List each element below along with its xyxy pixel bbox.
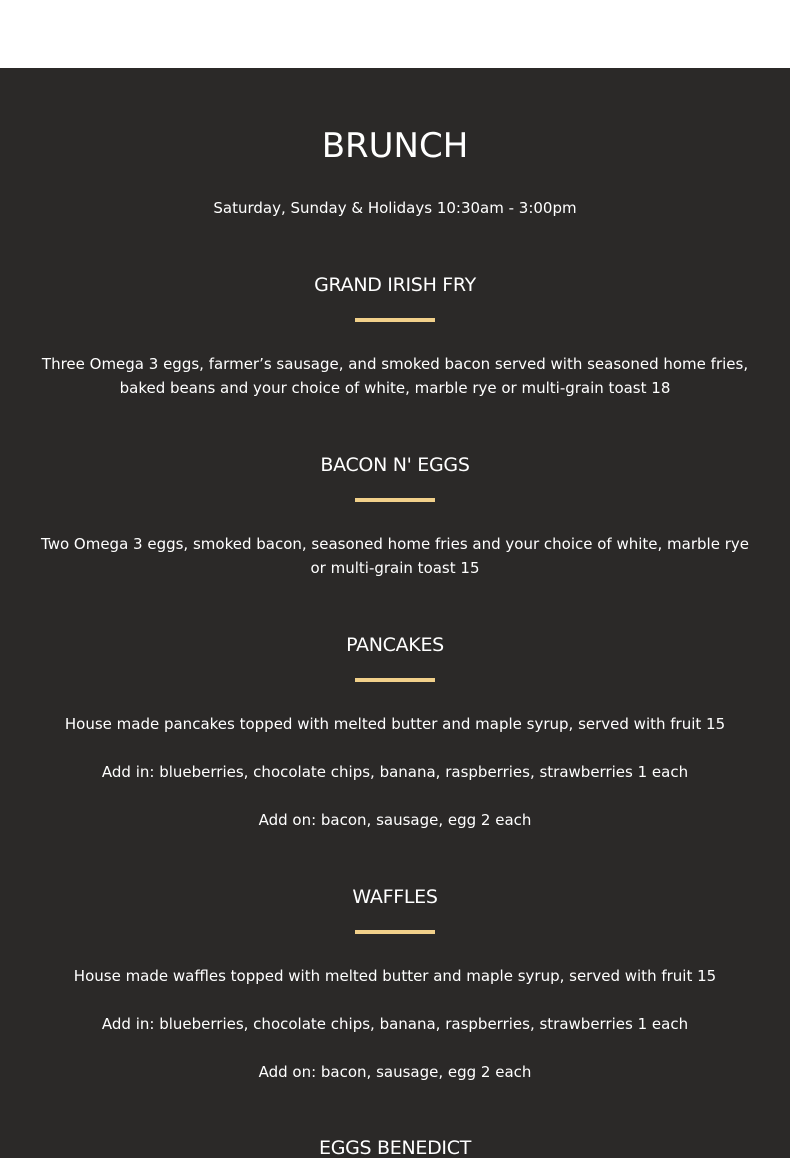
add-in-options: Add in: blueberries, chocolate chips, banana, raspberries, strawberries 1 each [101, 763, 689, 781]
section-title-bacon-n-eggs: BACON N' EGGS [320, 454, 470, 476]
section-divider [355, 498, 435, 502]
item-description: Three Omega 3 eggs, farmer’s sausage, and smoked bacon served with seasoned home fries, baked beans and your choice of white, marble rye or multi-grain toast 18 [41, 355, 749, 397]
page-title: BRUNCH [321, 126, 469, 166]
item-description: House made waffles topped with melted butter and maple syrup, served with fruit 15 [73, 967, 717, 985]
section-title-eggs-benedict: EGGS BENEDICT [318, 1137, 471, 1158]
section-divider [355, 678, 435, 682]
service-hours: Saturday, Sunday & Holidays 10:30am - 3:00pm [213, 199, 577, 217]
add-in-options: Add in: blueberries, chocolate chips, banana, raspberries, strawberries 1 each [101, 1015, 689, 1033]
item-description: House made pancakes topped with melted butter and maple syrup, served with fruit 15 [64, 715, 726, 733]
section-title-pancakes: PANCAKES [346, 634, 444, 656]
section-title-waffles: WAFFLES [352, 886, 438, 908]
top-header-bar [0, 0, 790, 68]
add-on-options: Add on: bacon, sausage, egg 2 each [258, 811, 532, 829]
section-divider [355, 930, 435, 934]
item-description: Two Omega 3 eggs, smoked bacon, seasoned home fries and your choice of white, marble rye or multi-grain toast 15 [41, 535, 749, 577]
brunch-menu-panel [0, 68, 790, 1158]
section-divider [355, 318, 435, 322]
add-on-options: Add on: bacon, sausage, egg 2 each [258, 1063, 532, 1081]
section-title-grand-irish-fry: GRAND IRISH FRY [314, 274, 476, 296]
